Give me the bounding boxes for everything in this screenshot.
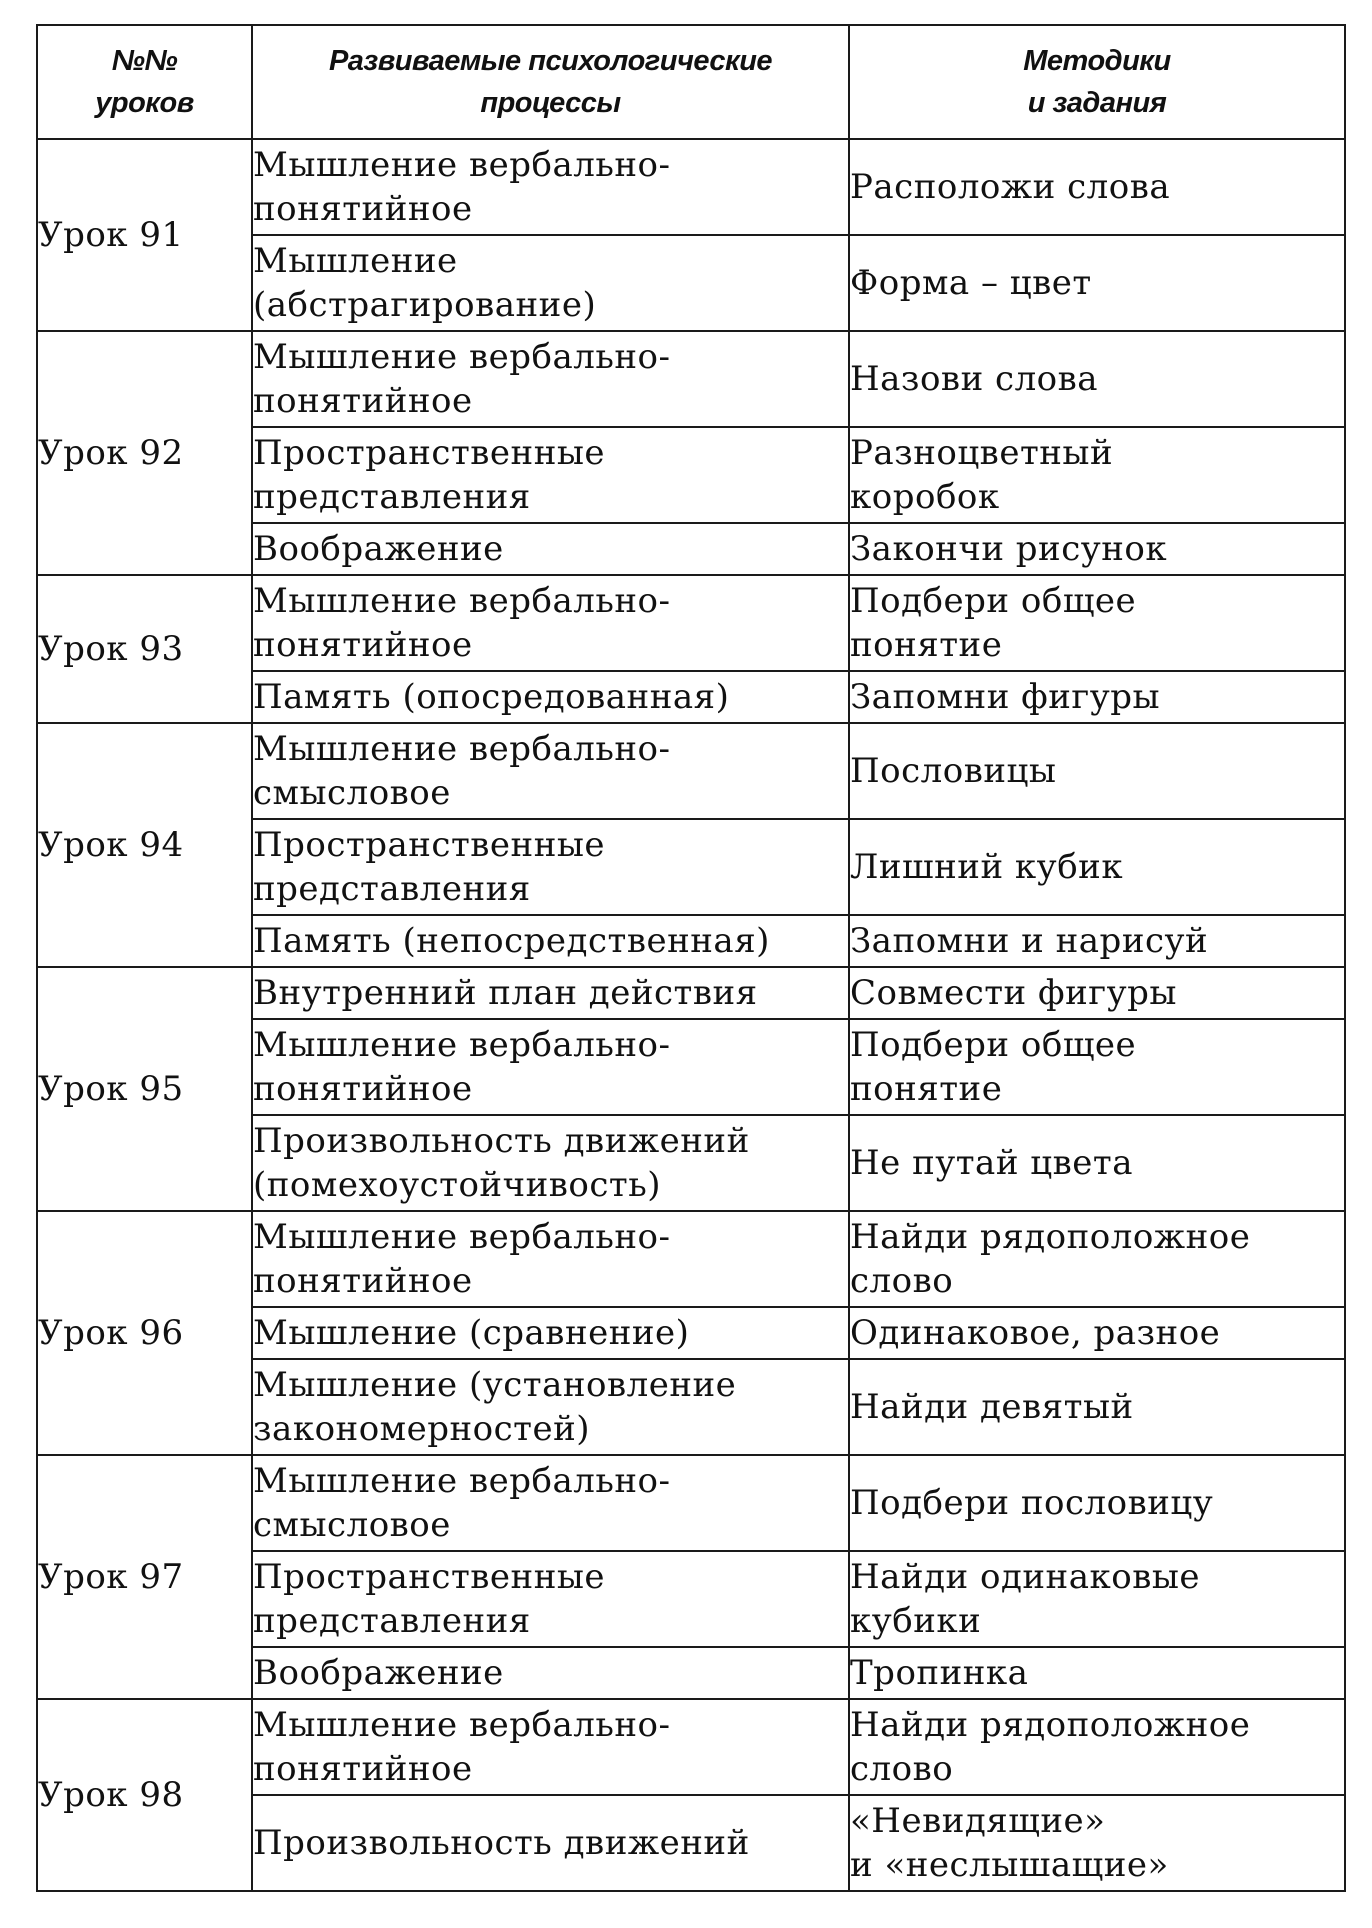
process-text: Мышление (установление закономерностей)	[253, 1365, 737, 1449]
method-cell	[849, 1307, 1345, 1359]
lesson-number-cell	[37, 967, 252, 1211]
lesson-number-cell	[37, 1699, 252, 1891]
lesson-label: Урок 97	[38, 1557, 184, 1597]
lessons-table	[36, 24, 1346, 1892]
table-row	[37, 139, 1345, 235]
process-cell	[252, 1455, 849, 1551]
document-page	[36, 24, 1344, 1892]
lesson-label: Урок 92	[38, 433, 184, 473]
method-text: Подбери пословицу	[850, 1483, 1214, 1523]
process-cell	[252, 1211, 849, 1307]
table-row	[37, 575, 1345, 671]
method-text: Пословицы	[850, 751, 1057, 791]
lesson-number-header: №№ уроков	[37, 25, 252, 139]
process-cell	[252, 575, 849, 671]
table-row	[37, 331, 1345, 427]
table-row	[37, 967, 1345, 1019]
method-cell	[849, 575, 1345, 671]
methods-header: Методики и задания	[849, 25, 1345, 139]
method-text: Запомни фигуры	[850, 677, 1161, 717]
method-text: Запомни и нарисуй	[850, 921, 1209, 961]
process-text: Мышление вербально- смысловое	[253, 1461, 671, 1545]
process-text: Мышление вербально- понятийное	[253, 1705, 671, 1789]
process-text: Мышление вербально- понятийное	[253, 145, 671, 229]
process-cell	[252, 427, 849, 523]
method-cell	[849, 1019, 1345, 1115]
method-text: Расположи слова	[850, 167, 1171, 207]
method-cell	[849, 723, 1345, 819]
lesson-number-cell	[37, 1211, 252, 1455]
method-text: Найди одинаковые кубики	[850, 1557, 1201, 1641]
process-text: Произвольность движений	[253, 1823, 750, 1863]
process-text: Произвольность движений (помехоустойчивость)	[253, 1121, 750, 1205]
method-cell	[849, 967, 1345, 1019]
lesson-label: Урок 98	[38, 1775, 184, 1815]
process-text: Мышление вербально- понятийное	[253, 1217, 671, 1301]
method-cell	[849, 1455, 1345, 1551]
method-cell	[849, 427, 1345, 523]
process-text: Внутренний план действия	[253, 973, 758, 1013]
process-text: Память (непосредственная)	[253, 921, 770, 961]
method-cell	[849, 235, 1345, 331]
method-text: «Невидящие» и «неслышащие»	[850, 1801, 1169, 1885]
process-cell	[252, 523, 849, 575]
header-row	[37, 25, 1345, 139]
method-text: Совмести фигуры	[850, 973, 1177, 1013]
process-text: Воображение	[253, 1653, 504, 1693]
method-cell	[849, 1551, 1345, 1647]
process-cell	[252, 1115, 849, 1211]
method-cell	[849, 819, 1345, 915]
process-cell	[252, 1647, 849, 1699]
lesson-label: Урок 95	[38, 1069, 184, 1109]
process-text: Память (опосредованная)	[253, 677, 730, 717]
process-cell	[252, 235, 849, 331]
process-text: Мышление (абстрагирование)	[253, 241, 597, 325]
method-text: Закончи рисунок	[850, 529, 1168, 569]
method-text: Одинаковое, разное	[850, 1313, 1221, 1353]
method-text: Тропинка	[850, 1653, 1029, 1693]
process-text: Пространственные представления	[253, 1557, 606, 1641]
process-cell	[252, 915, 849, 967]
method-cell	[849, 671, 1345, 723]
process-cell	[252, 331, 849, 427]
process-cell	[252, 671, 849, 723]
process-cell	[252, 723, 849, 819]
process-text: Пространственные представления	[253, 433, 606, 517]
table-row	[37, 1455, 1345, 1551]
process-text: Мышление вербально- понятийное	[253, 337, 671, 421]
method-cell	[849, 915, 1345, 967]
lesson-number-cell	[37, 723, 252, 967]
method-cell	[849, 1795, 1345, 1891]
method-cell	[849, 1115, 1345, 1211]
process-cell	[252, 967, 849, 1019]
process-text: Пространственные представления	[253, 825, 606, 909]
method-cell	[849, 139, 1345, 235]
process-text: Мышление вербально- смысловое	[253, 729, 671, 813]
table-header	[37, 25, 1345, 139]
method-cell	[849, 331, 1345, 427]
processes-header: Развиваемые психологические процессы	[252, 25, 849, 139]
lesson-label: Урок 91	[38, 215, 184, 255]
method-text: Подбери общее понятие	[850, 1025, 1137, 1109]
process-cell	[252, 819, 849, 915]
table-row	[37, 1699, 1345, 1795]
method-cell	[849, 1647, 1345, 1699]
method-text: Найди рядоположное слово	[850, 1217, 1251, 1301]
process-cell	[252, 1359, 849, 1455]
lesson-number-cell	[37, 1455, 252, 1699]
method-text: Подбери общее понятие	[850, 581, 1137, 665]
table-body	[37, 139, 1345, 1891]
method-cell	[849, 523, 1345, 575]
lesson-label: Урок 94	[38, 825, 184, 865]
process-text: Мышление вербально- понятийное	[253, 1025, 671, 1109]
method-text: Найди девятый	[850, 1387, 1134, 1427]
method-text: Найди рядоположное слово	[850, 1705, 1251, 1789]
method-text: Лишний кубик	[850, 847, 1124, 887]
process-cell	[252, 1307, 849, 1359]
method-cell	[849, 1359, 1345, 1455]
process-cell	[252, 1699, 849, 1795]
process-cell	[252, 1019, 849, 1115]
process-text: Мышление вербально- понятийное	[253, 581, 671, 665]
method-cell	[849, 1699, 1345, 1795]
table-row	[37, 723, 1345, 819]
lesson-number-cell	[37, 331, 252, 575]
lesson-label: Урок 93	[38, 629, 184, 669]
lesson-label: Урок 96	[38, 1313, 184, 1353]
method-text: Форма – цвет	[850, 263, 1092, 303]
table-row	[37, 1211, 1345, 1307]
process-text: Воображение	[253, 529, 504, 569]
method-text: Назови слова	[850, 359, 1099, 399]
method-text: Разноцветный коробок	[850, 433, 1114, 517]
process-cell	[252, 1795, 849, 1891]
process-text: Мышление (сравнение)	[253, 1313, 690, 1353]
lesson-number-cell	[37, 139, 252, 331]
process-cell	[252, 1551, 849, 1647]
method-cell	[849, 1211, 1345, 1307]
process-cell	[252, 139, 849, 235]
lesson-number-cell	[37, 575, 252, 723]
method-text: Не путай цвета	[850, 1143, 1134, 1183]
